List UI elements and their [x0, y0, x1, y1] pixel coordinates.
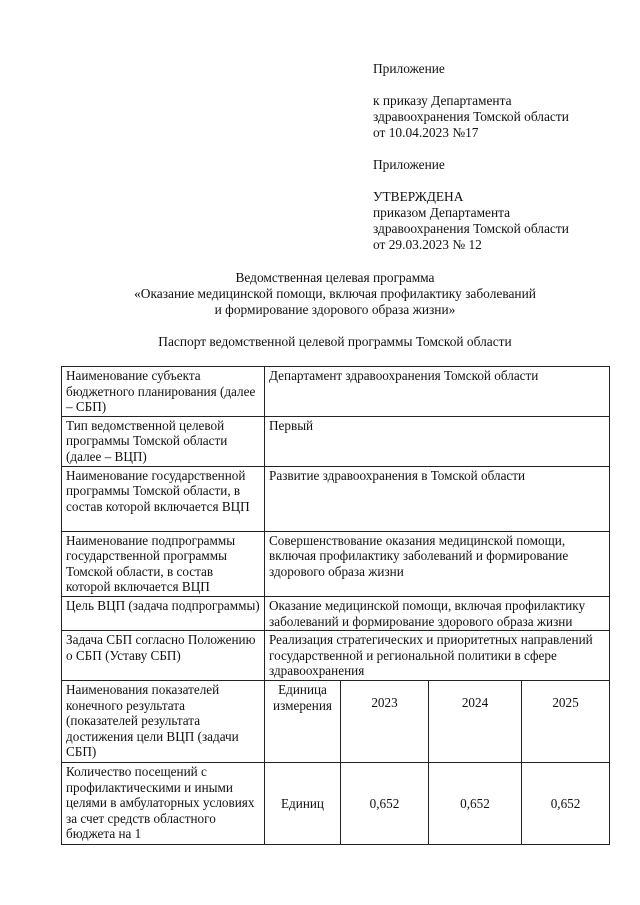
indicator-row — [62, 762, 610, 844]
row-value: Оказание медицинской помощи, включая профилактику заболеваний и формирование здорового образа жизни — [265, 596, 610, 630]
appendix-line: приказом Департамента — [373, 205, 511, 220]
indicator-unit: Единиц — [265, 762, 341, 844]
year-header: 2023 — [341, 680, 429, 762]
unit-header: Единица измерения — [265, 680, 341, 762]
appendix-block — [373, 61, 623, 253]
program-title-line: «Оказание медицинской помощи, включая профилактику заболеваний — [134, 286, 536, 301]
appendix-line: здравоохранения Томской области — [373, 109, 569, 124]
program-title — [40, 270, 630, 318]
indicator-header-label: Наименования показателей конечного результата (показателей результата достижения цели ВЦП (задачи СБП) — [62, 680, 265, 762]
row-value: Департамент здравоохранения Томской области — [265, 367, 610, 417]
table-row — [62, 631, 610, 681]
row-label: Наименование государственной программы Томской области, в состав которой включается ВЦП — [62, 466, 265, 531]
table-row — [62, 531, 610, 596]
table-row — [62, 367, 610, 417]
table-row — [62, 416, 610, 466]
year-header: 2025 — [522, 680, 610, 762]
indicator-value: 0,652 — [341, 762, 429, 844]
row-value: Первый — [265, 416, 610, 466]
approval-heading: УТВЕРЖДЕНА — [373, 189, 464, 204]
table-row — [62, 466, 610, 531]
appendix-line: здравоохранения Томской области — [373, 221, 569, 236]
row-label: Наименование субъекта бюджетного планирования (далее – СБП) — [62, 367, 265, 417]
appendix-line: от 10.04.2023 №17 — [373, 125, 479, 140]
indicator-value: 0,652 — [429, 762, 522, 844]
appendix-line: Приложение — [373, 157, 445, 172]
year-header: 2024 — [429, 680, 522, 762]
row-label: Задача СБП согласно Положению о СБП (Уставу СБП) — [62, 631, 265, 681]
row-value: Совершенствование оказания медицинской помощи, включая профилактику заболеваний и формирование здорового образа жизни — [265, 531, 610, 596]
row-label: Цель ВЦП (задача подпрограммы) — [62, 596, 265, 630]
appendix-line: от 29.03.2023 № 12 — [373, 237, 482, 252]
row-value: Реализация стратегических и приоритетных направлений государственной и региональной политики в сфере здравоохранения — [265, 631, 610, 681]
table-row — [62, 596, 610, 630]
indicator-value: 0,652 — [522, 762, 610, 844]
program-title-line: и формирование здорового образа жизни» — [214, 302, 456, 317]
row-label: Наименование подпрограммы государственной программы Томской области, в состав которой включается ВЦП — [62, 531, 265, 596]
row-label: Тип ведомственной целевой программы Томской области (далее – ВЦП) — [62, 416, 265, 466]
row-value: Развитие здравоохранения в Томской области — [265, 466, 610, 531]
appendix-line: к приказу Департамента — [373, 93, 512, 108]
passport-title: Паспорт ведомственной целевой программы Томской области — [158, 334, 512, 349]
passport-table — [61, 366, 610, 845]
indicator-label: Количество посещений с профилактическими и иными целями в амбулаторных условиях за счет средств областного бюджета на 1 — [62, 762, 265, 844]
program-title-line: Ведомственная целевая программа — [235, 270, 435, 285]
indicator-header-row — [62, 680, 610, 762]
appendix-line: Приложение — [373, 61, 445, 76]
